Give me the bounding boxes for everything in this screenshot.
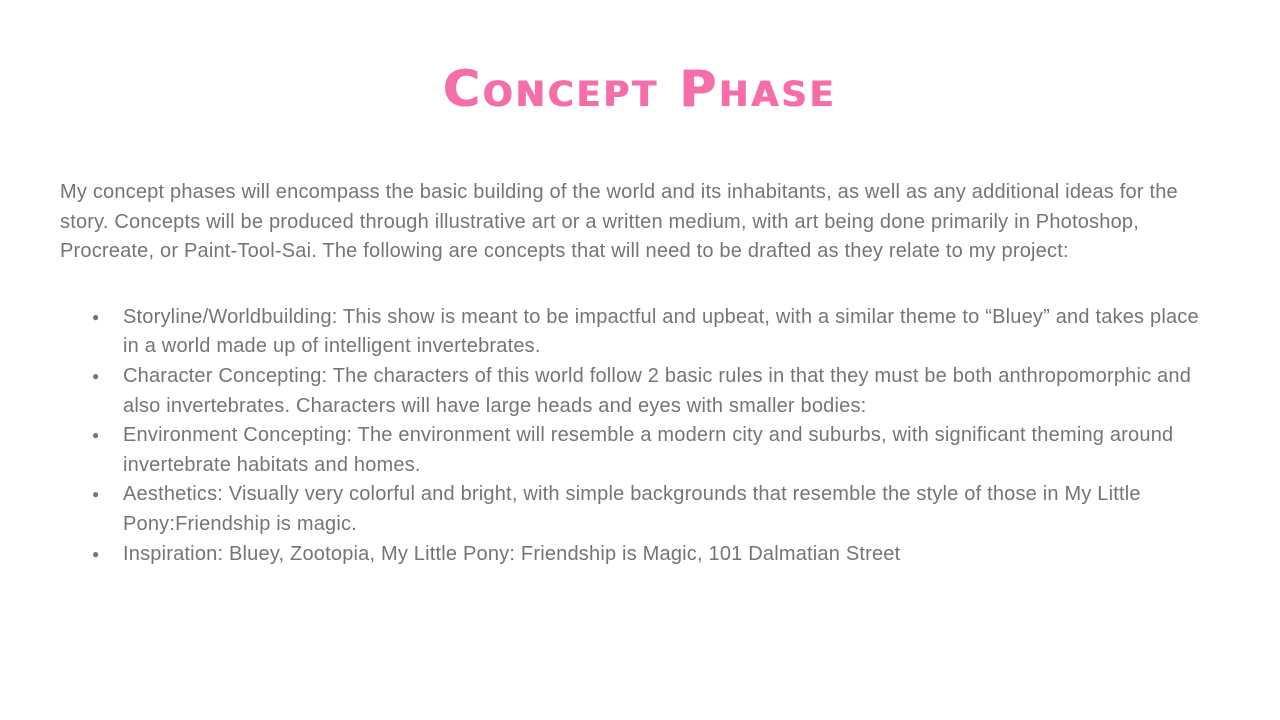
bullet-item-text: Environment Concepting: The environment will resemble a modern city and suburbs, with significant theming around invertebrate habitats and homes. [123,424,1174,476]
slide-body [60,178,1210,569]
bullet-item [60,540,1210,570]
bullet-item-text: Character Concepting: The characters of this world follow 2 basic rules in that they must be both anthropomorphic and also invertebrates. Characters will have large heads and eyes with smaller bodies: [123,364,1192,417]
slide-title: Concept Phase [443,60,837,118]
bullet-point-icon: ● [92,368,100,383]
body-paragraph: My concept phases will encompass the basic building of the world and its inhabitants, as well as any additional ideas for the story. Concepts will be produced through illustrative art or a written medium, with art being done primarily in Photoshop, Procreate, or Paint-Tool-Sai. The following are concepts that will need to be drafted as they relate to my project: [60,181,1178,263]
bullet-point-icon: ● [92,428,100,443]
bullet-point-icon: ● [92,546,100,561]
bullet-item [60,362,1210,421]
bullet-item [60,480,1210,539]
bullet-item [60,303,1210,362]
bullet-item-text: Inspiration: Bluey, Zootopia, My Little Pony: Friendship is Magic, 101 Dalmatian Street [123,542,901,565]
bullet-list [60,303,1210,569]
bullet-point-icon: ● [92,309,100,324]
bullet-item-text: Storyline/Worldbuilding: This show is meant to be impactful and upbeat, with a similar theme to “Bluey” and takes place in a world made up of intelligent invertebrates. [123,305,1199,358]
bullet-point-icon: ● [92,487,100,502]
bullet-item-text: Aesthetics: Visually very colorful and bright, with simple backgrounds that resemble the style of those in My Little Pony:Friendship is magic. [123,483,1141,535]
bullet-item [60,421,1210,480]
